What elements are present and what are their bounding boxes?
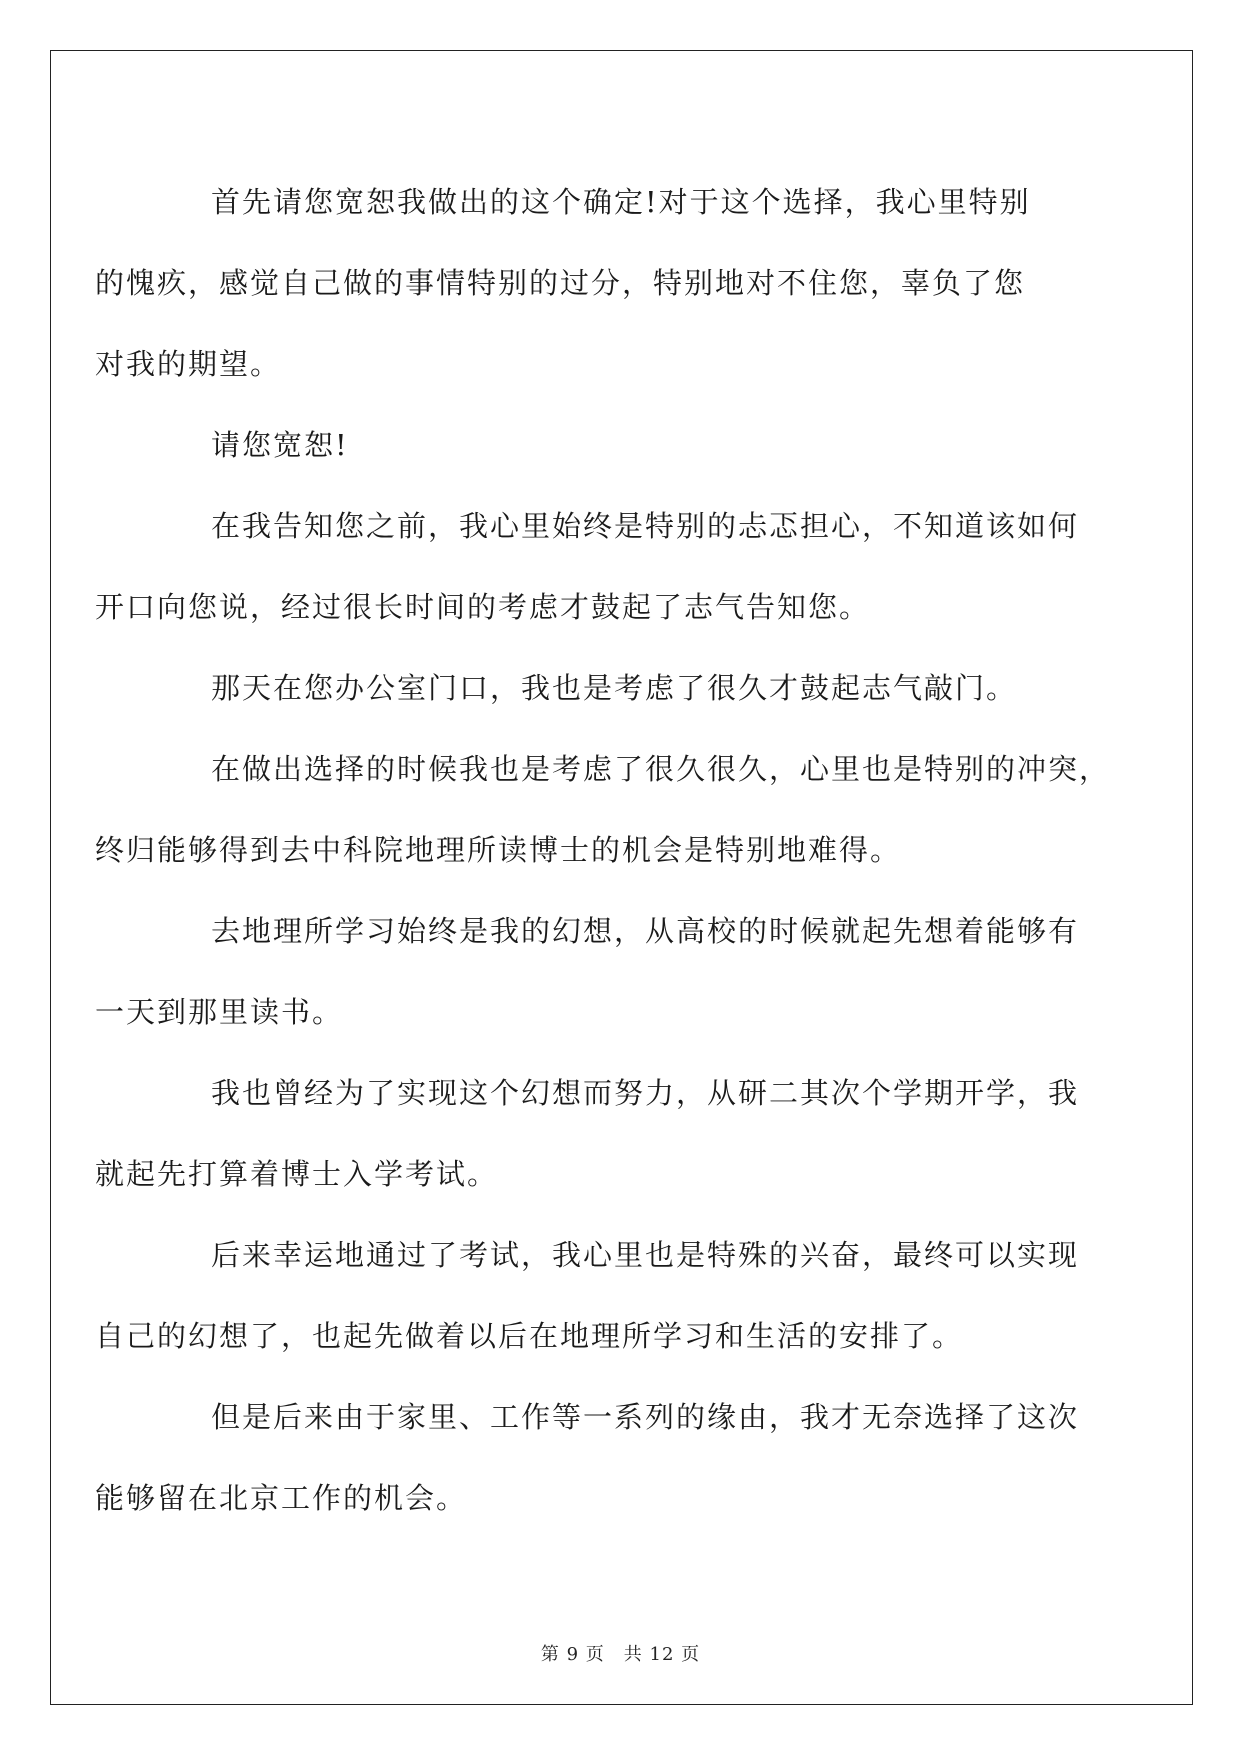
text-line: 一天到那里读书。 xyxy=(95,995,344,1029)
paragraph xyxy=(95,1053,1093,1215)
paragraph xyxy=(153,405,1093,486)
text-line: 的愧疚，感觉自己做的事情特别的过分，特别地对不住您，辜负了您 xyxy=(95,266,1026,300)
text-line: 对我的期望。 xyxy=(95,347,282,381)
paragraph xyxy=(95,486,1093,648)
paragraph xyxy=(153,648,1093,729)
paragraph xyxy=(95,1215,1093,1377)
text-line: 开口向您说，经过很长时间的考虑才鼓起了志气告知您。 xyxy=(95,590,871,624)
body-text xyxy=(95,162,1111,1539)
text-line: 去地理所学习始终是我的幻想，从高校的时候就起先想着能够有 xyxy=(211,914,1080,948)
text-line: 请您宽恕! xyxy=(211,428,349,462)
page-number-footer: 第 9 页 共 12 页 xyxy=(540,1644,701,1665)
text-line: 终归能够得到去中科院地理所读博士的机会是特别地难得。 xyxy=(95,833,902,867)
text-line: 首先请您宽恕我做出的这个确定!对于这个选择，我心里特别 xyxy=(211,185,1031,219)
paragraph xyxy=(95,162,1093,405)
text-line: 那天在您办公室门口，我也是考虑了很久才鼓起志气敲门。 xyxy=(211,671,1018,705)
paragraph xyxy=(95,729,1111,891)
text-line: 自己的幻想了，也起先做着以后在地理所学习和生活的安排了。 xyxy=(95,1319,964,1353)
paragraph xyxy=(95,1377,1093,1539)
text-line: 在我告知您之前，我心里始终是特别的忐忑担心，不知道该如何 xyxy=(211,509,1080,543)
text-line: 在做出选择的时候我也是考虑了很久很久，心里也是特别的冲突， xyxy=(211,752,1111,786)
text-line: 后来幸运地通过了考试，我心里也是特殊的兴奋，最终可以实现 xyxy=(211,1238,1080,1272)
paragraph xyxy=(95,891,1093,1053)
text-line: 我也曾经为了实现这个幻想而努力，从研二其次个学期开学，我 xyxy=(211,1076,1080,1110)
text-line: 能够留在北京工作的机会。 xyxy=(95,1481,468,1515)
text-line: 就起先打算着博士入学考试。 xyxy=(95,1157,499,1191)
text-line: 但是后来由于家里、工作等一系列的缘由，我才无奈选择了这次 xyxy=(211,1400,1080,1434)
